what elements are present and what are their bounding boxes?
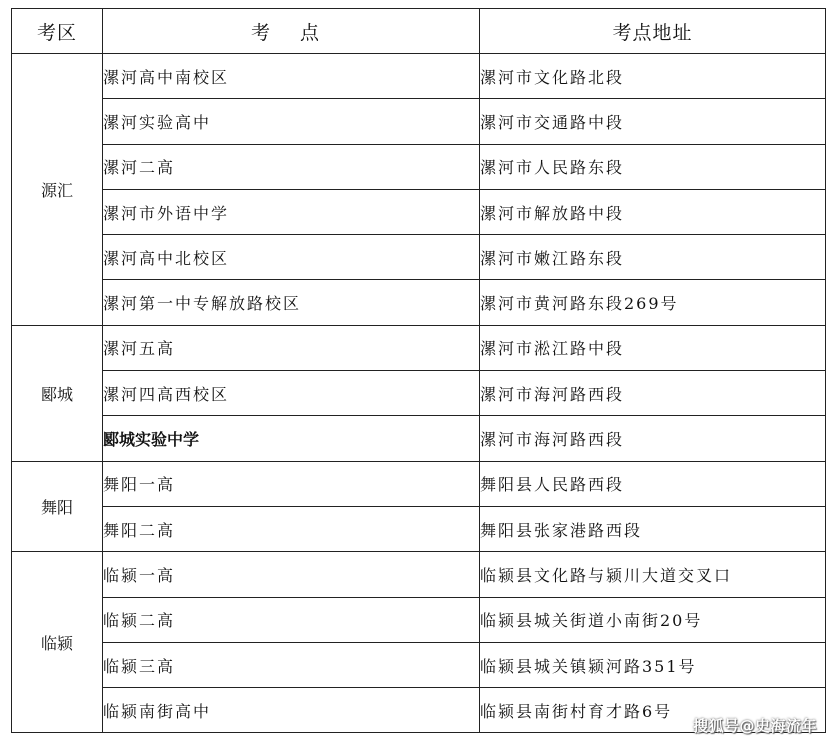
district-cell: 源汇: [12, 54, 103, 326]
header-site: 考 点: [103, 9, 480, 54]
table-row: [12, 506, 826, 551]
table-row: [12, 461, 826, 506]
address-cell: 临颍县南街村育才路6号: [480, 688, 826, 733]
address-cell: 漯河市黄河路东段269号: [480, 280, 826, 325]
table-row: [12, 642, 826, 687]
address-cell: 漯河市海河路西段: [480, 416, 826, 461]
site-cell: 漯河高中北校区: [103, 235, 480, 280]
address-cell: 漯河市解放路中段: [480, 189, 826, 234]
site-cell: 郾城实验中学: [103, 416, 480, 461]
site-cell: 临颍三高: [103, 642, 480, 687]
address-cell: 舞阳县张家港路西段: [480, 506, 826, 551]
site-cell: 漯河五高: [103, 325, 480, 370]
table-row: [12, 99, 826, 144]
address-cell: 临颍县文化路与颍川大道交叉口: [480, 552, 826, 597]
watermark: 搜狐号@史海流年: [692, 717, 817, 735]
exam-site-table: [11, 8, 826, 733]
site-cell: 舞阳二高: [103, 506, 480, 551]
site-cell: 漯河市外语中学: [103, 189, 480, 234]
site-cell: 舞阳一高: [103, 461, 480, 506]
table-row: [12, 189, 826, 234]
site-cell: 漯河四高西校区: [103, 371, 480, 416]
address-cell: 舞阳县人民路西段: [480, 461, 826, 506]
site-cell: 漯河第一中专解放路校区: [103, 280, 480, 325]
table-row: [12, 597, 826, 642]
address-cell: 漯河市文化路北段: [480, 54, 826, 99]
table-row: [12, 416, 826, 461]
address-cell: 漯河市人民路东段: [480, 144, 826, 189]
address-cell: 临颍县城关镇颍河路351号: [480, 642, 826, 687]
table-row: [12, 280, 826, 325]
table-row: [12, 552, 826, 597]
address-cell: 漯河市淞江路中段: [480, 325, 826, 370]
address-cell: 漯河市交通路中段: [480, 99, 826, 144]
table-row: [12, 54, 826, 99]
address-cell: 临颍县城关街道小南街20号: [480, 597, 826, 642]
table-row: [12, 325, 826, 370]
table-row: [12, 371, 826, 416]
table-row: [12, 144, 826, 189]
site-cell: 漯河实验高中: [103, 99, 480, 144]
header-district: 考区: [12, 9, 103, 54]
district-cell: 郾城: [12, 325, 103, 461]
site-cell: 临颍一高: [103, 552, 480, 597]
district-cell: 临颍: [12, 552, 103, 733]
site-cell: 漯河二高: [103, 144, 480, 189]
table-body: [12, 54, 826, 733]
address-cell: 漯河市嫩江路东段: [480, 235, 826, 280]
header-address: 考点地址: [480, 9, 826, 54]
site-cell: 漯河高中南校区: [103, 54, 480, 99]
address-cell: 漯河市海河路西段: [480, 371, 826, 416]
site-cell: 临颍南街高中: [103, 688, 480, 733]
header-row: [12, 9, 826, 54]
district-cell: 舞阳: [12, 461, 103, 552]
site-cell: 临颍二高: [103, 597, 480, 642]
table-row: [12, 235, 826, 280]
